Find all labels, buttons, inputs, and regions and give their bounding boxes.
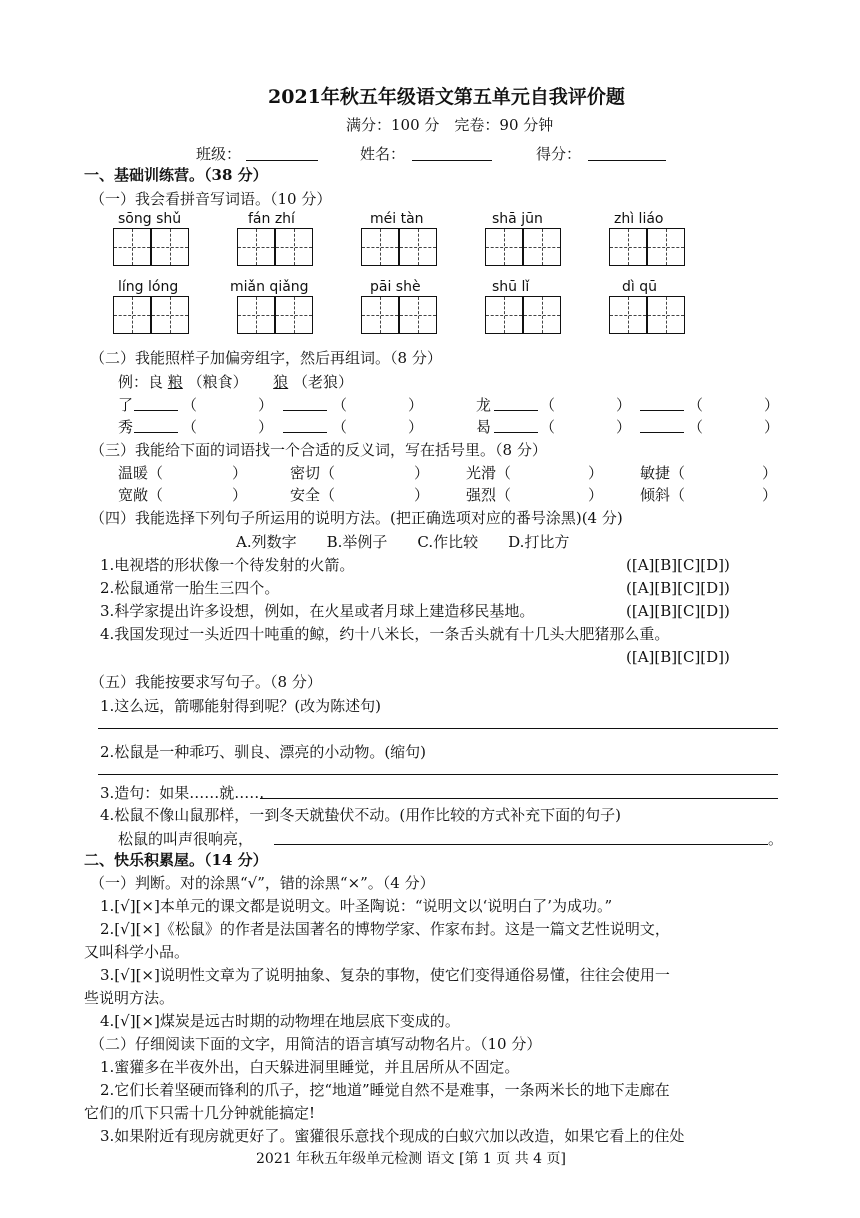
answer-line[interactable] bbox=[98, 774, 778, 775]
q2-item: 了 bbox=[118, 396, 134, 414]
q2-heading: （二）我能照样子加偏旁组字，然后再组词。（8 分） bbox=[90, 349, 442, 367]
antonym-word: 温暖（ bbox=[118, 464, 164, 482]
paren-close: ） bbox=[408, 418, 424, 436]
q5-item: 4.松鼠不像山鼠那样，一到冬天就蛰伏不动。(用作比较的方式补充下面的句子) bbox=[100, 806, 622, 824]
answer-blank[interactable] bbox=[134, 432, 178, 433]
paren-open: （ bbox=[688, 418, 704, 436]
paren-open: （ bbox=[182, 418, 198, 436]
section2-heading: 二、快乐积累屋。（14 分） bbox=[84, 851, 268, 869]
paren-open: （ bbox=[540, 396, 556, 414]
paren-open: （ bbox=[688, 396, 704, 414]
q4-heading: （四）我能选择下列句子所运用的说明方法。(把正确选项对应的番号涂黑)(4 分) bbox=[90, 509, 623, 527]
writing-grid[interactable] bbox=[275, 228, 313, 266]
antonym-word: 宽敞（ bbox=[118, 486, 164, 504]
example-word1: （粮食） bbox=[187, 373, 248, 391]
writing-grid[interactable] bbox=[237, 228, 275, 266]
paren-close: ） bbox=[414, 464, 430, 482]
writing-grid[interactable] bbox=[399, 296, 437, 334]
antonym-word: 密切（ bbox=[290, 464, 336, 482]
writing-grid[interactable] bbox=[523, 228, 561, 266]
example-char1: 粮 bbox=[167, 373, 183, 391]
score-label: 得分： bbox=[536, 145, 582, 163]
q2-item: 龙 bbox=[476, 396, 492, 414]
q4-item: 3.科学家提出许多设想，例如，在火星或者月球上建造移民基地。 bbox=[100, 602, 535, 620]
example-char2: 狼 bbox=[273, 373, 289, 391]
writing-grid[interactable] bbox=[647, 296, 685, 334]
paren-open: （ bbox=[332, 418, 348, 436]
name-blank[interactable] bbox=[412, 160, 492, 161]
writing-grid[interactable] bbox=[361, 228, 399, 266]
q5-item4-line: 松鼠的叫声很响亮， bbox=[118, 830, 254, 848]
judge-line[interactable]: 4.[√][×]煤炭是远古时期的动物埋在地层底下变成的。 bbox=[100, 1012, 460, 1030]
writing-grid[interactable] bbox=[113, 296, 151, 334]
pinyin-word: pāi shè bbox=[370, 279, 421, 295]
q5-item: 2.松鼠是一种乖巧、驯良、漂亮的小动物。(缩句) bbox=[100, 743, 427, 761]
q2-item: 曷 bbox=[476, 418, 492, 436]
judge-line-cont: 些说明方法。 bbox=[84, 989, 175, 1007]
paren-close: ） bbox=[616, 418, 632, 436]
choice-bubbles[interactable]: ([A][B][C][D]) bbox=[626, 648, 730, 666]
writing-grid[interactable] bbox=[523, 296, 561, 334]
paren-close: ） bbox=[588, 486, 604, 504]
score-blank[interactable] bbox=[588, 160, 666, 161]
pinyin-word: shū lǐ bbox=[492, 279, 530, 295]
pinyin-word: dì qū bbox=[622, 279, 657, 295]
writing-grid[interactable] bbox=[275, 296, 313, 334]
antonym-word: 光滑（ bbox=[466, 464, 512, 482]
judge-line[interactable]: 2.[√][×]《松鼠》的作者是法国著名的博物学家、作家布封。这是一篇文艺性说明文， bbox=[100, 920, 670, 938]
choice-bubbles[interactable]: ([A][B][C][D]) bbox=[626, 579, 730, 597]
judge-line[interactable]: 1.[√][×]本单元的课文都是说明文。叶圣陶说：“说明文以‘说明白了’为成功。” bbox=[100, 897, 613, 915]
answer-blank[interactable] bbox=[283, 432, 327, 433]
answer-blank[interactable] bbox=[283, 410, 327, 411]
answer-blank[interactable] bbox=[640, 432, 684, 433]
writing-grid[interactable] bbox=[399, 228, 437, 266]
pinyin-word: shā jūn bbox=[492, 211, 543, 227]
paren-close: ） bbox=[258, 396, 274, 414]
paren-open: （ bbox=[332, 396, 348, 414]
q3-heading: （三）我能给下面的词语找一个合适的反义词，写在括号里。（8 分） bbox=[90, 441, 547, 459]
q2-example bbox=[118, 373, 353, 391]
name-label: 姓名： bbox=[360, 145, 406, 163]
answer-line[interactable] bbox=[260, 798, 778, 799]
reading-line: 2.它们长着坚硬而锋利的爪子，挖“地道”睡觉自然不是难事，一条两米长的地下走廊在 bbox=[100, 1081, 670, 1099]
example-prefix: 例：良 bbox=[118, 373, 164, 391]
writing-grid[interactable] bbox=[151, 228, 189, 266]
q2-item: 秀 bbox=[118, 418, 134, 436]
pinyin-word: méi tàn bbox=[370, 211, 424, 227]
q5-heading: （五）我能按要求写句子。（8 分） bbox=[90, 673, 322, 691]
paren-close: ） bbox=[588, 464, 604, 482]
judge-line[interactable]: 3.[√][×]说明性文章为了说明抽象、复杂的事物，使它们变得通俗易懂，往往会使用一 bbox=[100, 966, 670, 984]
answer-line[interactable] bbox=[274, 844, 768, 845]
q4-item: 2.松鼠通常一胎生三四个。 bbox=[100, 579, 280, 597]
paren-close: ） bbox=[258, 418, 274, 436]
antonym-word: 安全（ bbox=[290, 486, 336, 504]
writing-grid[interactable] bbox=[485, 296, 523, 334]
reading-line: 1.蜜獾多在半夜外出，白天躲进洞里睡觉，并且居所从不固定。 bbox=[100, 1058, 520, 1076]
paren-close: ） bbox=[762, 464, 778, 482]
class-label: 班级： bbox=[196, 145, 242, 163]
antonym-word: 倾斜（ bbox=[640, 486, 686, 504]
section1-heading: 一、基础训练营。（38 分） bbox=[84, 166, 268, 184]
page-title: 2021年秋五年级语文第五单元自我评价题 bbox=[268, 86, 625, 108]
q4-options: A.列数字 B.举例子 C.作比较 D.打比方 bbox=[236, 533, 570, 551]
pinyin-word: zhì liáo bbox=[614, 211, 664, 227]
judge-line-cont: 又叫科学小品。 bbox=[84, 943, 190, 961]
paren-close: ） bbox=[232, 486, 248, 504]
reading-line-cont: 它们的爪下只需十几分钟就能搞定! bbox=[84, 1104, 316, 1122]
paren-close: ） bbox=[764, 418, 780, 436]
q5-item: 1.这么远，箭哪能射得到呢？(改为陈述句) bbox=[100, 697, 382, 715]
page-footer: 2021 年秋五年级单元检测 语文 [第 1 页 共 4 页] bbox=[256, 1151, 566, 1167]
class-blank[interactable] bbox=[246, 160, 318, 161]
q1-heading: （一）我会看拼音写词语。（10 分） bbox=[90, 190, 332, 208]
writing-grid[interactable] bbox=[113, 228, 151, 266]
writing-grid[interactable] bbox=[609, 228, 647, 266]
answer-blank[interactable] bbox=[134, 410, 178, 411]
paren-close: ） bbox=[764, 396, 780, 414]
writing-grid[interactable] bbox=[361, 296, 399, 334]
paren-close: ） bbox=[762, 486, 778, 504]
answer-line[interactable] bbox=[98, 728, 778, 729]
example-word2: （老狼） bbox=[292, 373, 353, 391]
writing-grid[interactable] bbox=[485, 228, 523, 266]
answer-blank[interactable] bbox=[494, 410, 538, 411]
period: 。 bbox=[768, 830, 784, 848]
reading-line: 3.如果附近有现房就更好了。蜜獾很乐意找个现成的白蚁穴加以改造，如果它看上的住处 bbox=[100, 1127, 685, 1145]
answer-blank[interactable] bbox=[494, 432, 538, 433]
antonym-word: 敏捷（ bbox=[640, 464, 686, 482]
writing-grid[interactable] bbox=[609, 296, 647, 334]
q5-item: 3.造句：如果……就…… bbox=[100, 784, 265, 802]
q4-item: 4.我国发现过一头近四十吨重的鲸，约十八米长，一条舌头就有十几头大肥猪那么重。 bbox=[100, 625, 670, 643]
paren-close: ） bbox=[232, 464, 248, 482]
paren-close: ） bbox=[408, 396, 424, 414]
answer-blank[interactable] bbox=[640, 410, 684, 411]
q4-item: 1.电视塔的形状像一个待发射的火箭。 bbox=[100, 556, 355, 574]
pinyin-word: miǎn qiǎng bbox=[230, 279, 309, 295]
paren-open: （ bbox=[540, 418, 556, 436]
writing-grid[interactable] bbox=[647, 228, 685, 266]
writing-grid[interactable] bbox=[237, 296, 275, 334]
choice-bubbles[interactable]: ([A][B][C][D]) bbox=[626, 556, 730, 574]
score-time: 满分：100 分 完卷：90 分钟 bbox=[346, 116, 554, 134]
writing-grid[interactable] bbox=[151, 296, 189, 334]
s2q2-heading: （二）仔细阅读下面的文字，用简洁的语言填写动物名片。（10 分） bbox=[90, 1035, 542, 1053]
choice-bubbles[interactable]: ([A][B][C][D]) bbox=[626, 602, 730, 620]
paren-close: ） bbox=[616, 396, 632, 414]
antonym-word: 强烈（ bbox=[466, 486, 512, 504]
pinyin-word: líng lóng bbox=[118, 279, 179, 295]
pinyin-word: sōng shǔ bbox=[118, 211, 182, 227]
paren-close: ） bbox=[414, 486, 430, 504]
s2q1-heading: （一）判断。对的涂黑“√”，错的涂黑“×”。（4 分） bbox=[90, 874, 435, 892]
paren-open: （ bbox=[182, 396, 198, 414]
pinyin-word: fán zhí bbox=[248, 211, 295, 227]
